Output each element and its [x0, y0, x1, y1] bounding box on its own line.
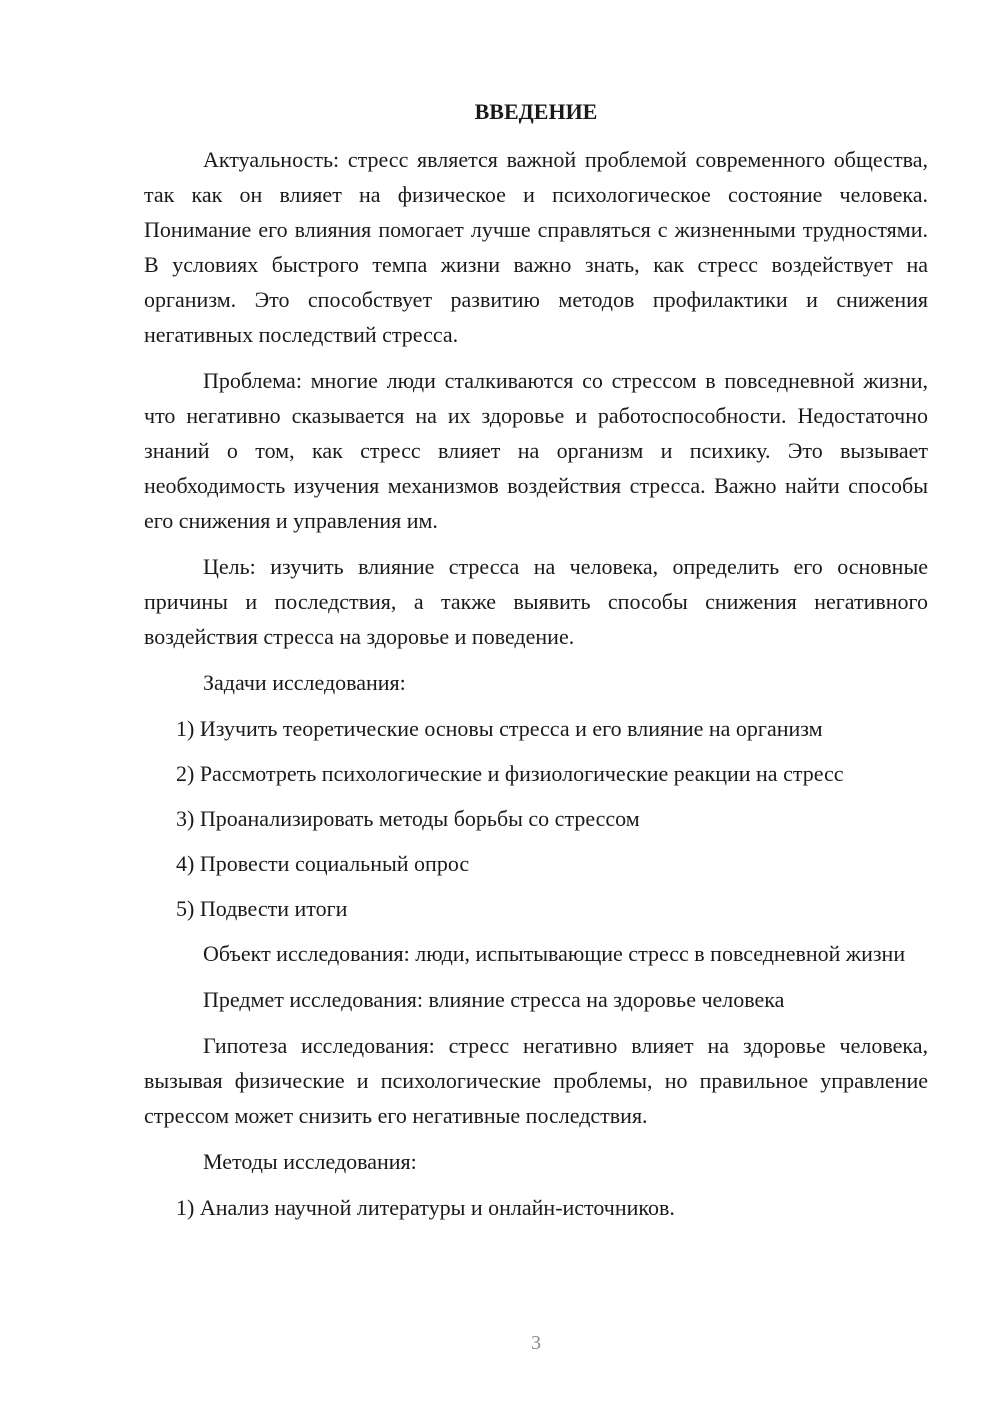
- subject-paragraph: Предмет исследования: влияние стресса на здоровье человека: [203, 987, 785, 1012]
- methods-list: [144, 1190, 928, 1225]
- page-title: ВВЕДЕНИЕ: [474, 99, 598, 124]
- relevance-paragraph: Актуальность: стресс является важной проблемой современного общества, так как он влияет на физическое и психологическое состояние человека. Понимание его влияния помогает лучше справляться с жизненными трудностями. В условиях быстрого темпа жизни важно знать, как стресс воздействует на организм. Это способствует развитию методов профилактики и снижения негативных последствий стресса.: [144, 147, 928, 347]
- task-item: 5) Подвести итоги: [176, 896, 348, 921]
- task-item: 3) Проанализировать методы борьбы со стрессом: [176, 806, 640, 831]
- method-item: 1) Анализ научной литературы и онлайн-источников.: [176, 1195, 675, 1220]
- goal-paragraph: Цель: изучить влияние стресса на человека, определить его основные причины и последствия, а также выявить способы снижения негативного воздействия стресса на здоровье и поведение.: [144, 554, 928, 649]
- hypothesis-paragraph: Гипотеза исследования: стресс негативно влияет на здоровье человека, вызывая физические и психологические проблемы, но правильное управление стрессом может снизить его негативные последствия.: [144, 1033, 928, 1128]
- tasks-heading: Задачи исследования:: [203, 670, 406, 695]
- methods-heading: Методы исследования:: [203, 1149, 417, 1174]
- task-item: 2) Рассмотреть психологические и физиологические реакции на стресс: [176, 761, 844, 786]
- task-item: 4) Провести социальный опрос: [176, 851, 470, 876]
- document-page: [144, 94, 928, 1235]
- page-number: 3: [531, 1332, 541, 1354]
- tasks-list: [144, 711, 928, 926]
- object-paragraph: Объект исследования: люди, испытывающие стресс в повседневной жизни: [203, 941, 906, 966]
- problem-paragraph: Проблема: многие люди сталкиваются со стрессом в повседневной жизни, что негативно сказывается на их здоровье и работоспособности. Недостаточно знаний о том, как стресс влияет на организм и психику. Это вызывает необходимость изучения механизмов воздействия стресса. Важно найти способы его снижения и управления им.: [144, 368, 928, 533]
- task-item: 1) Изучить теоретические основы стресса и его влияние на организм: [176, 716, 823, 741]
